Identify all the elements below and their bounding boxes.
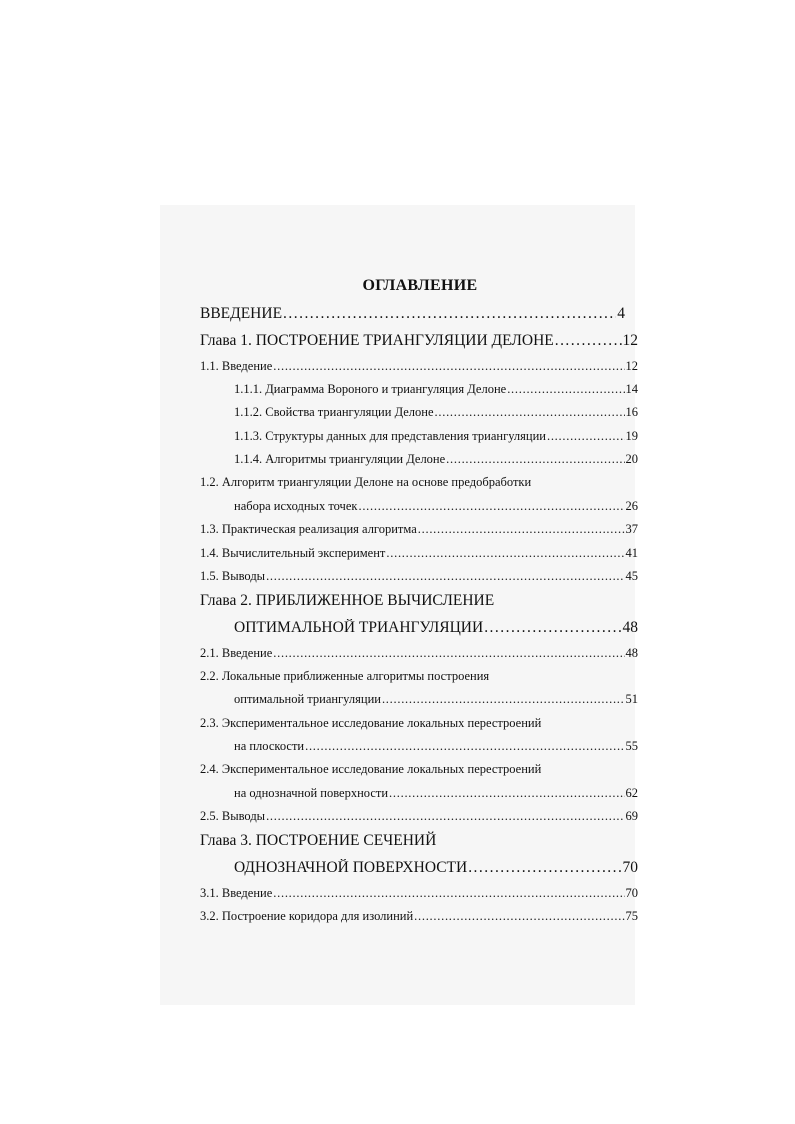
entry-text: 3.2. Построение коридора для изолиний [200, 909, 414, 923]
entry-text: 1.1.3. Структуры данных для представления триангуляции [234, 429, 546, 443]
toc-entry-2-3[interactable] [234, 739, 638, 754]
leader-dots [266, 569, 624, 584]
toc-entry-2-3-line1[interactable]: 2.3. Экспериментальное исследование локальных перестроений [200, 716, 542, 730]
toc-entry-1-2-line1[interactable]: 1.2. Алгоритм триангуляции Делоне на основе предобработки [200, 475, 532, 489]
leader-dots [547, 429, 625, 444]
toc-entry-1-3[interactable] [200, 522, 638, 537]
entry-text: набора исходных точек [234, 499, 358, 513]
leader-dots [283, 305, 616, 323]
leader-dots [273, 646, 624, 661]
entry-text: 1.4. Вычислительный эксперимент [200, 546, 386, 560]
leader-dots [435, 405, 625, 420]
toc-entry-1-1-4[interactable] [234, 452, 638, 467]
page-number: 45 [625, 569, 638, 583]
page-number: 14 [625, 382, 638, 396]
entry-text: 1.1.1. Диаграмма Вороного и триангуляция Делоне [234, 382, 507, 396]
leader-dots [273, 886, 624, 901]
toc-entry-1-1-2[interactable] [234, 405, 638, 420]
leader-dots [446, 452, 624, 467]
toc-entry-chapter-1[interactable] [200, 332, 638, 350]
toc-entry-1-5[interactable] [200, 569, 638, 584]
page-number: 37 [625, 522, 638, 536]
page-number: 12 [622, 332, 638, 349]
entry-text: на плоскости [234, 739, 305, 753]
entry-text: ОПТИМАЛЬНОЙ ТРИАНГУЛЯЦИИ [234, 619, 484, 636]
leader-dots [358, 499, 624, 514]
toc-entry-chapter-2[interactable] [234, 619, 638, 637]
page-number: 62 [625, 786, 638, 800]
entry-text: Глава 1. ПОСТРОЕНИЕ ТРИАНГУЛЯЦИИ ДЕЛОНЕ [200, 332, 554, 349]
toc-entry-3-1[interactable] [200, 886, 638, 901]
toc-entry-chapter-3-line1[interactable]: Глава 3. ПОСТРОЕНИЕ СЕЧЕНИЙ [200, 832, 437, 849]
page-number: 48 [625, 646, 638, 660]
toc-entry-2-4[interactable] [234, 786, 638, 801]
leader-dots [414, 909, 624, 924]
page-number: 70 [622, 859, 638, 876]
toc-entry-2-2[interactable] [234, 692, 638, 707]
page-number: 55 [625, 739, 638, 753]
toc-entry-2-5[interactable] [200, 809, 638, 824]
toc-title: ОГЛАВЛЕНИЕ [362, 277, 478, 294]
entry-text: на однозначной поверхности [234, 786, 389, 800]
page-number: 19 [625, 429, 638, 443]
toc-entry-2-2-line1[interactable]: 2.2. Локальные приближенные алгоритмы построения [200, 669, 490, 683]
page-number: 48 [622, 619, 638, 636]
entry-text: 2.1. Введение [200, 646, 273, 660]
entry-text: 1.1.2. Свойства триангуляции Делоне [234, 405, 434, 419]
entry-text: 3.1. Введение [200, 886, 273, 900]
leader-dots [266, 809, 624, 824]
page-number: 51 [625, 692, 638, 706]
toc-entry-chapter-2-line1[interactable]: Глава 2. ПРИБЛИЖЕННОЕ ВЫЧИСЛЕНИЕ [200, 592, 495, 609]
leader-dots [389, 786, 624, 801]
page-number: 16 [625, 405, 638, 419]
entry-text: 1.1. Введение [200, 359, 273, 373]
leader-dots [507, 382, 624, 397]
leader-dots [273, 359, 624, 374]
toc-entry-1-2[interactable] [234, 499, 638, 514]
entry-text: ОДНОЗНАЧНОЙ ПОВЕРХНОСТИ [234, 859, 468, 876]
page-number: 20 [625, 452, 638, 466]
toc-entry-1-4[interactable] [200, 546, 638, 561]
toc-entry-chapter-3[interactable] [234, 859, 638, 877]
toc-entry-intro[interactable] [200, 305, 625, 323]
toc-entry-1-1[interactable] [200, 359, 638, 374]
entry-text: оптимальной триангуляции [234, 692, 381, 706]
entry-text: 1.1.4. Алгоритмы триангуляции Делоне [234, 452, 446, 466]
toc-entry-2-1[interactable] [200, 646, 638, 661]
toc-entry-1-1-1[interactable] [234, 382, 638, 397]
toc-entry-3-2[interactable] [200, 909, 638, 924]
entry-text: 1.3. Практическая реализация алгоритма [200, 522, 417, 536]
page-number: 26 [625, 499, 638, 513]
entry-text: ВВЕДЕНИЕ [200, 305, 283, 322]
leader-dots [305, 739, 624, 754]
leader-dots [468, 859, 621, 877]
page-number: 70 [625, 886, 638, 900]
page-number: 69 [625, 809, 638, 823]
page-number: 75 [625, 909, 638, 923]
leader-dots [382, 692, 625, 707]
leader-dots [555, 332, 622, 350]
entry-text: 1.5. Выводы [200, 569, 266, 583]
toc-entry-1-1-3[interactable] [234, 429, 638, 444]
toc-entry-2-4-line1[interactable]: 2.4. Экспериментальное исследование локальных перестроений [200, 762, 542, 776]
entry-text: 2.5. Выводы [200, 809, 266, 823]
leader-dots [484, 619, 621, 637]
leader-dots [418, 522, 625, 537]
leader-dots [386, 546, 624, 561]
page-number: 12 [625, 359, 638, 373]
page-number: 4 [617, 305, 625, 322]
page-number: 41 [625, 546, 638, 560]
